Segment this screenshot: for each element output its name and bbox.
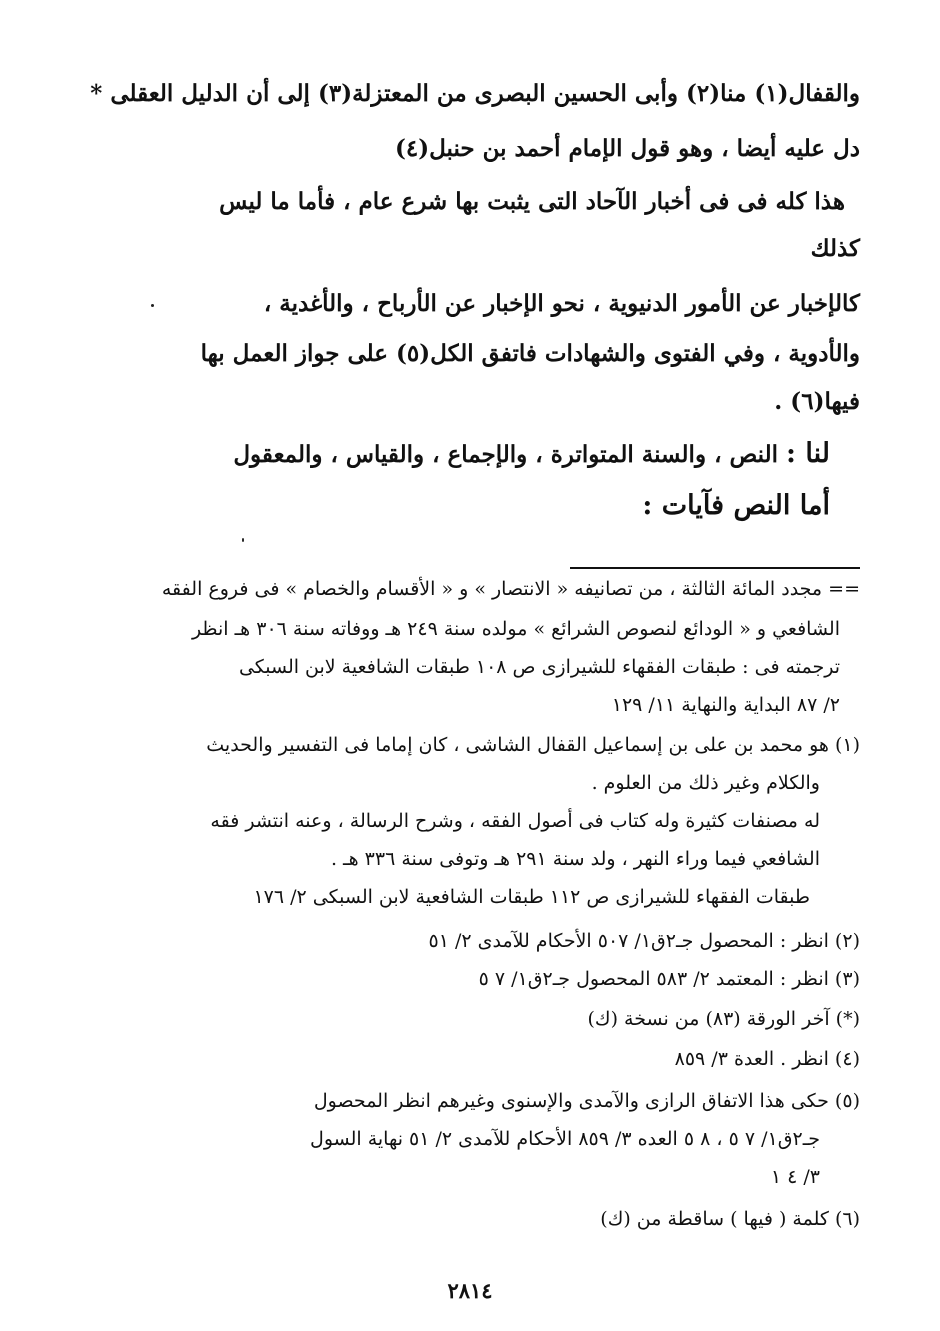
body-line-1: والقفال(١) منا(٢) وأبى الحسين البصرى من المعتزلة(٣) إلى أن الدليل العقلى * (90, 80, 860, 107)
footnote-line: (٢) انظر : المحصول جـ٢ق١/ ٥٠٧ الأحكام للآمدى ٢/ ٥١ (428, 930, 860, 952)
evidence-text: النص ، والسنة المتواترة ، والإجماع ، والقياس ، والمعقول (233, 441, 779, 468)
footnote-line: ٢/ ٨٧ البداية والنهاية ١١/ ١٢٩ (611, 694, 840, 716)
body-line-3: هذا كله فى فى أخبار الآحاد التى يثبت بها شرع عام ، فأما ما ليس (219, 188, 845, 215)
body-line-6: والأدوية ، وفي الفتوى والشهادات فاتفق الكل(٥) على جواز العمل بها (200, 340, 860, 367)
footnote-line: جـ٢ق١/ ٧ ٥ ، ٨ ٥ العده ٣/ ٨٥٩ الأحكام للآمدى ٢/ ٥١ نهاية السول (310, 1128, 820, 1150)
scan-speck (151, 304, 154, 307)
footnote-separator (570, 567, 860, 569)
body-line-2: دل عليه أيضا ، وهو قول الإمام أحمد بن حنبل(٤) (394, 135, 860, 162)
footnote-line: ٣/ ٤ ١ (770, 1166, 820, 1188)
footnote-line: والكلام وغير ذلك من العلوم . (591, 772, 820, 794)
body-line-7: فيها(٦) . (774, 388, 860, 415)
footnote-line: == مجدد المائة الثالثة ، من تصانيفه « الانتصار » و « الأقسام والخصام » فى فروع الفقه (161, 578, 860, 600)
footnote-line: طبقات الفقهاء للشيرازى ص ١١٢ طبقات الشافعية لابن السبكى ٢/ ١٧٦ (253, 886, 810, 908)
footnote-line: الشافعي و « الودائع لنصوص الشرائع » مولده سنة ٢٤٩ هـ ووفاته سنة ٣٠٦ هـ انظر (191, 618, 840, 640)
scan-speck (242, 538, 244, 542)
footnote-line: (*) آخر الورقة (٨٣) من نسخة (ك) (587, 1008, 860, 1030)
footnote-line: (٦) كلمة ( فيها ) ساقطة من (ك) (600, 1208, 860, 1230)
body-line-4: كذلك (810, 235, 860, 262)
footnote-line: (٤) انظر . العدة ٣/ ٨٥٩ (674, 1048, 860, 1070)
page-number: ٢٨١٤ (447, 1278, 493, 1303)
section-heading: أما النص فآيات : (642, 490, 830, 521)
footnote-line: الشافعي فيما وراء النهر ، ولد سنة ٢٩١ هـ وتوفى سنة ٣٣٦ هـ . (330, 848, 820, 870)
body-line-5: كالإخبار عن الأمور الدنيوية ، نحو الإخبار عن الأرباح ، والأغدية ، (263, 290, 860, 317)
footnote-line: ترجمته فى : طبقات الفقهاء للشيرازى ص ١٠٨ طبقات الشافعية لابن السبكى (238, 656, 840, 678)
footnote-line: له مصنفات كثيرة وله كتاب فى أصول الفقه ، وشرح الرسالة ، وعنه انتشر فقه (210, 810, 820, 832)
footnote-line: (٣) انظر : المعتمد ٢/ ٥٨٣ المحصول جـ٢ق١/ ٧ ٥ (478, 968, 860, 990)
footnote-line: (١) هو محمد بن على بن إسماعيل القفال الشاشى ، كان إماما فى التفسير والحديث (206, 734, 860, 756)
evidence-label: لنا : (786, 438, 830, 469)
evidence-line (80, 438, 830, 469)
footnote-line: (٥) حكى هذا الاتفاق الرازى والآمدى والإسنوى وغيرهم انظر المحصول (313, 1090, 860, 1112)
